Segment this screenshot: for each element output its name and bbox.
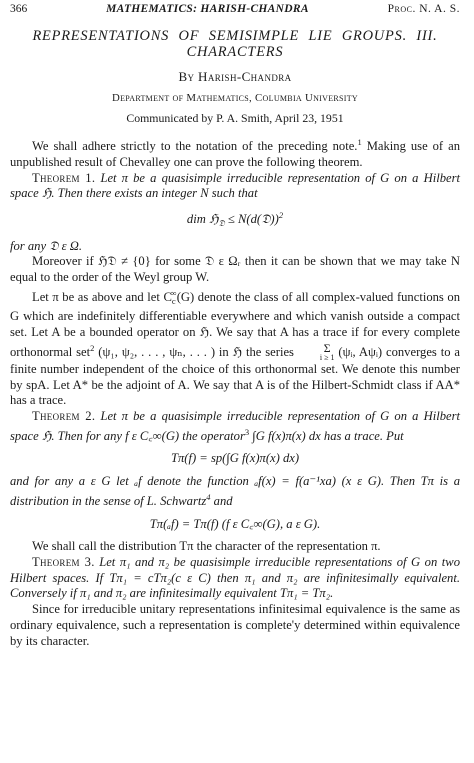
- sum-operator: Σ i ≥ 1: [319, 340, 335, 362]
- theorem-2: Theorem 2. Let π be a quasisimple irreducible representation of G on a Hilbert space ℌ. Then for any f ε C꜀∞(G) the operator$^3$ ∫G f(x)π(x) dx has a trace. Put: [10, 409, 460, 443]
- formula-character-definition: Tπ(f) = sp(∫G f(x)π(x) dx): [170, 451, 300, 466]
- running-header: [10, 2, 460, 16]
- running-title: MATHEMATICS: HARISH-CHANDRA: [106, 3, 309, 15]
- theorem-label: Theorem 1.: [32, 170, 96, 185]
- journal-name: Proc. N. A. S.: [387, 3, 460, 15]
- formula-invariance: Tπ(ₐf) = Tπ(f) (f ε C꜀∞(G), a ε G).: [149, 516, 321, 531]
- call-paragraph: We shall call the distribution Tπ the character of the representation π.: [32, 539, 381, 554]
- page-number: 366: [10, 3, 28, 15]
- footnote-marker: 1: [357, 137, 362, 148]
- theorem-label: Theorem 2.: [32, 409, 96, 424]
- theorem-label: Theorem 3.: [32, 554, 95, 569]
- theorem-3: Theorem 3. Let π₁ and π₂ be quasisimple irreducible representations of G on two Hilbert spaces. If Tπ₁ = cTπ₂(c ε C) then π₁ and π₂ are infinitesimally equivalent. Conversely if π₁ and π₂ are infinitesimally equivalent Tπ₁ = Tπ₂.: [10, 554, 460, 601]
- paper-title: REPRESENTATIONS OF SEMISIMPLE LIE GROUPS. III. CHARACTERS: [32, 28, 438, 60]
- closing-paragraph: Since for irreducible unitary representations infinitesimal equivalence is the same as ordinary equivalence, such a representation is complete'y determined within equivalence by its character.: [10, 602, 460, 648]
- footnote-marker: 3: [244, 426, 250, 437]
- footnote-marker: 2: [90, 342, 95, 353]
- affiliation: Department of Mathematics, Columbia University: [111, 91, 359, 104]
- formula-dim-bound: dim ℌ$_𝔇$ ≤ N(d(𝔇))$^2$: [186, 209, 284, 228]
- theorem-2-continuation: and for any a ε G let ₐf denote the function ₐf(x) = f(a⁻¹xa) (x ε G). Then Tπ is a distribution in the sense of L. Schwartz$^4$ and: [10, 474, 460, 508]
- footnote-marker: 4: [206, 491, 211, 502]
- trace-paragraph: Let π be as above and let $C_c^\infty(G)$ denote the class of all complex-valued functions on G which are indefinitely differentiable everywhere and which vanish outside a compact set. Let A be a bounded operator on ℌ. We say that A has a trace if for every complete orthonormal set$^2$ (ψ₁, ψ₂, . . . , ψₙ, . . . ) in ℌ the series Σ i ≥ 1 (ψᵢ, Aψᵢ) converges to a finite number independent of the choice of this orthonormal set. We denote this number by spA. Let A* be the adjoint of A. We say that A is of the Hilbert-Schmidt class if AA* has a trace.: [10, 287, 460, 408]
- theorem-1: [10, 171, 460, 202]
- intro-paragraph: We shall adhere strictly to the notation of the preceding note.$^1$ Making use of an unpublished result of Chevalley one can prove the following theorem.: [10, 137, 461, 169]
- theorem-body: Let π be a quasisimple irreducible representation of G on a Hilbert space ℌ. Then there exists an integer N such that: [10, 170, 460, 201]
- author-byline: By Harish-Chandra: [178, 69, 292, 84]
- moreover-paragraph: Moreover if ℌ𝔇 ≠ {0} for some 𝔇 ε Ωᵣ then it can be shown that we may take N equal to the order of the Weyl group W.: [10, 254, 460, 285]
- communicated-line: Communicated by P. A. Smith, April 23, 1951: [126, 111, 344, 126]
- theorem-1-tail: for any 𝔇 ε Ω.: [10, 238, 83, 253]
